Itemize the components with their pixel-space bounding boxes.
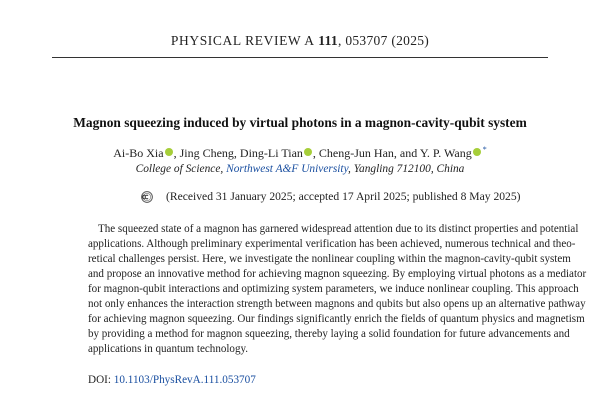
author-name: Ai-Bo Xia: [113, 146, 164, 160]
doi-line: [88, 374, 256, 386]
journal-volume: 111: [318, 33, 338, 48]
publication-dates-line: [141, 190, 521, 203]
article-title: Magnon squeezing induced by virtual photons in a magnon-cavity-qubit system: [73, 115, 527, 130]
abstract-line: The squeezed state of a magnon has garnered widespread attention due to its distinct properties and potential: [98, 223, 579, 235]
affiliation: [0, 163, 600, 175]
creative-commons-icon[interactable]: [141, 191, 153, 203]
affiliation-prefix: College of Science,: [135, 163, 227, 175]
author-name: Ding-Li Tian: [239, 146, 303, 160]
abstract-line: for achieving magnon squeezing. Our findings significantly enrich the fields of quantum physics and magnetism: [88, 313, 585, 326]
abstract-line: for magnon-qubit interactions and optimizing system parameters, we induce nonlinear coupling. This approach: [88, 283, 579, 296]
abstract: [88, 222, 587, 357]
author-separator: , and: [393, 146, 420, 160]
abstract-line: and propose an innovative method for achieving magnon squeezing. By employing virtual photons as a mediator: [88, 268, 587, 281]
author-list: [0, 145, 600, 161]
orcid-icon[interactable]: [165, 148, 173, 156]
author-name: Y. P. Wang: [419, 146, 472, 160]
author-separator: ,: [312, 146, 319, 160]
journal-name: PHYSICAL REVIEW A: [170, 33, 315, 48]
doi-label: DOI:: [88, 374, 114, 386]
abstract-line: applications. Although preliminary experimental verification has been achieved, numerous technical and theo-: [88, 238, 576, 251]
author-name: Cheng-Jun Han: [318, 146, 394, 160]
author-name: Jing Cheng: [179, 146, 234, 160]
publication-dates: (Received 31 January 2025; accepted 17 April 2025; published 8 May 2025): [166, 190, 521, 203]
article-number: , 053707: [337, 33, 388, 48]
journal-header: [0, 33, 600, 49]
abstract-line: applications in quantum technology.: [88, 343, 249, 356]
journal-year: (2025): [391, 33, 430, 48]
university-link[interactable]: Northwest A&F University: [226, 163, 349, 175]
abstract-line: retical challenges persist. Here, we investigate the nonlinear coupling within the magnon-cavity-qubit system: [88, 253, 571, 266]
author-separator: ,: [173, 146, 180, 160]
author-separator: ,: [233, 146, 240, 160]
orcid-icon[interactable]: [304, 148, 312, 156]
orcid-icon[interactable]: [473, 148, 481, 156]
abstract-line: not only enhances the interaction strength between magnons and qubits but also opens up an alternative pathway: [88, 298, 586, 311]
doi-link[interactable]: 10.1103/PhysRevA.111.053707: [113, 374, 256, 386]
header-divider: [52, 57, 548, 58]
abstract-line: by providing a method for magnon squeezing, thereby laying a solid foundation for future advancements and: [88, 328, 570, 341]
affiliation-suffix: , Yangling 712100, China: [348, 163, 465, 175]
corresponding-author-mark[interactable]: *: [482, 145, 487, 154]
